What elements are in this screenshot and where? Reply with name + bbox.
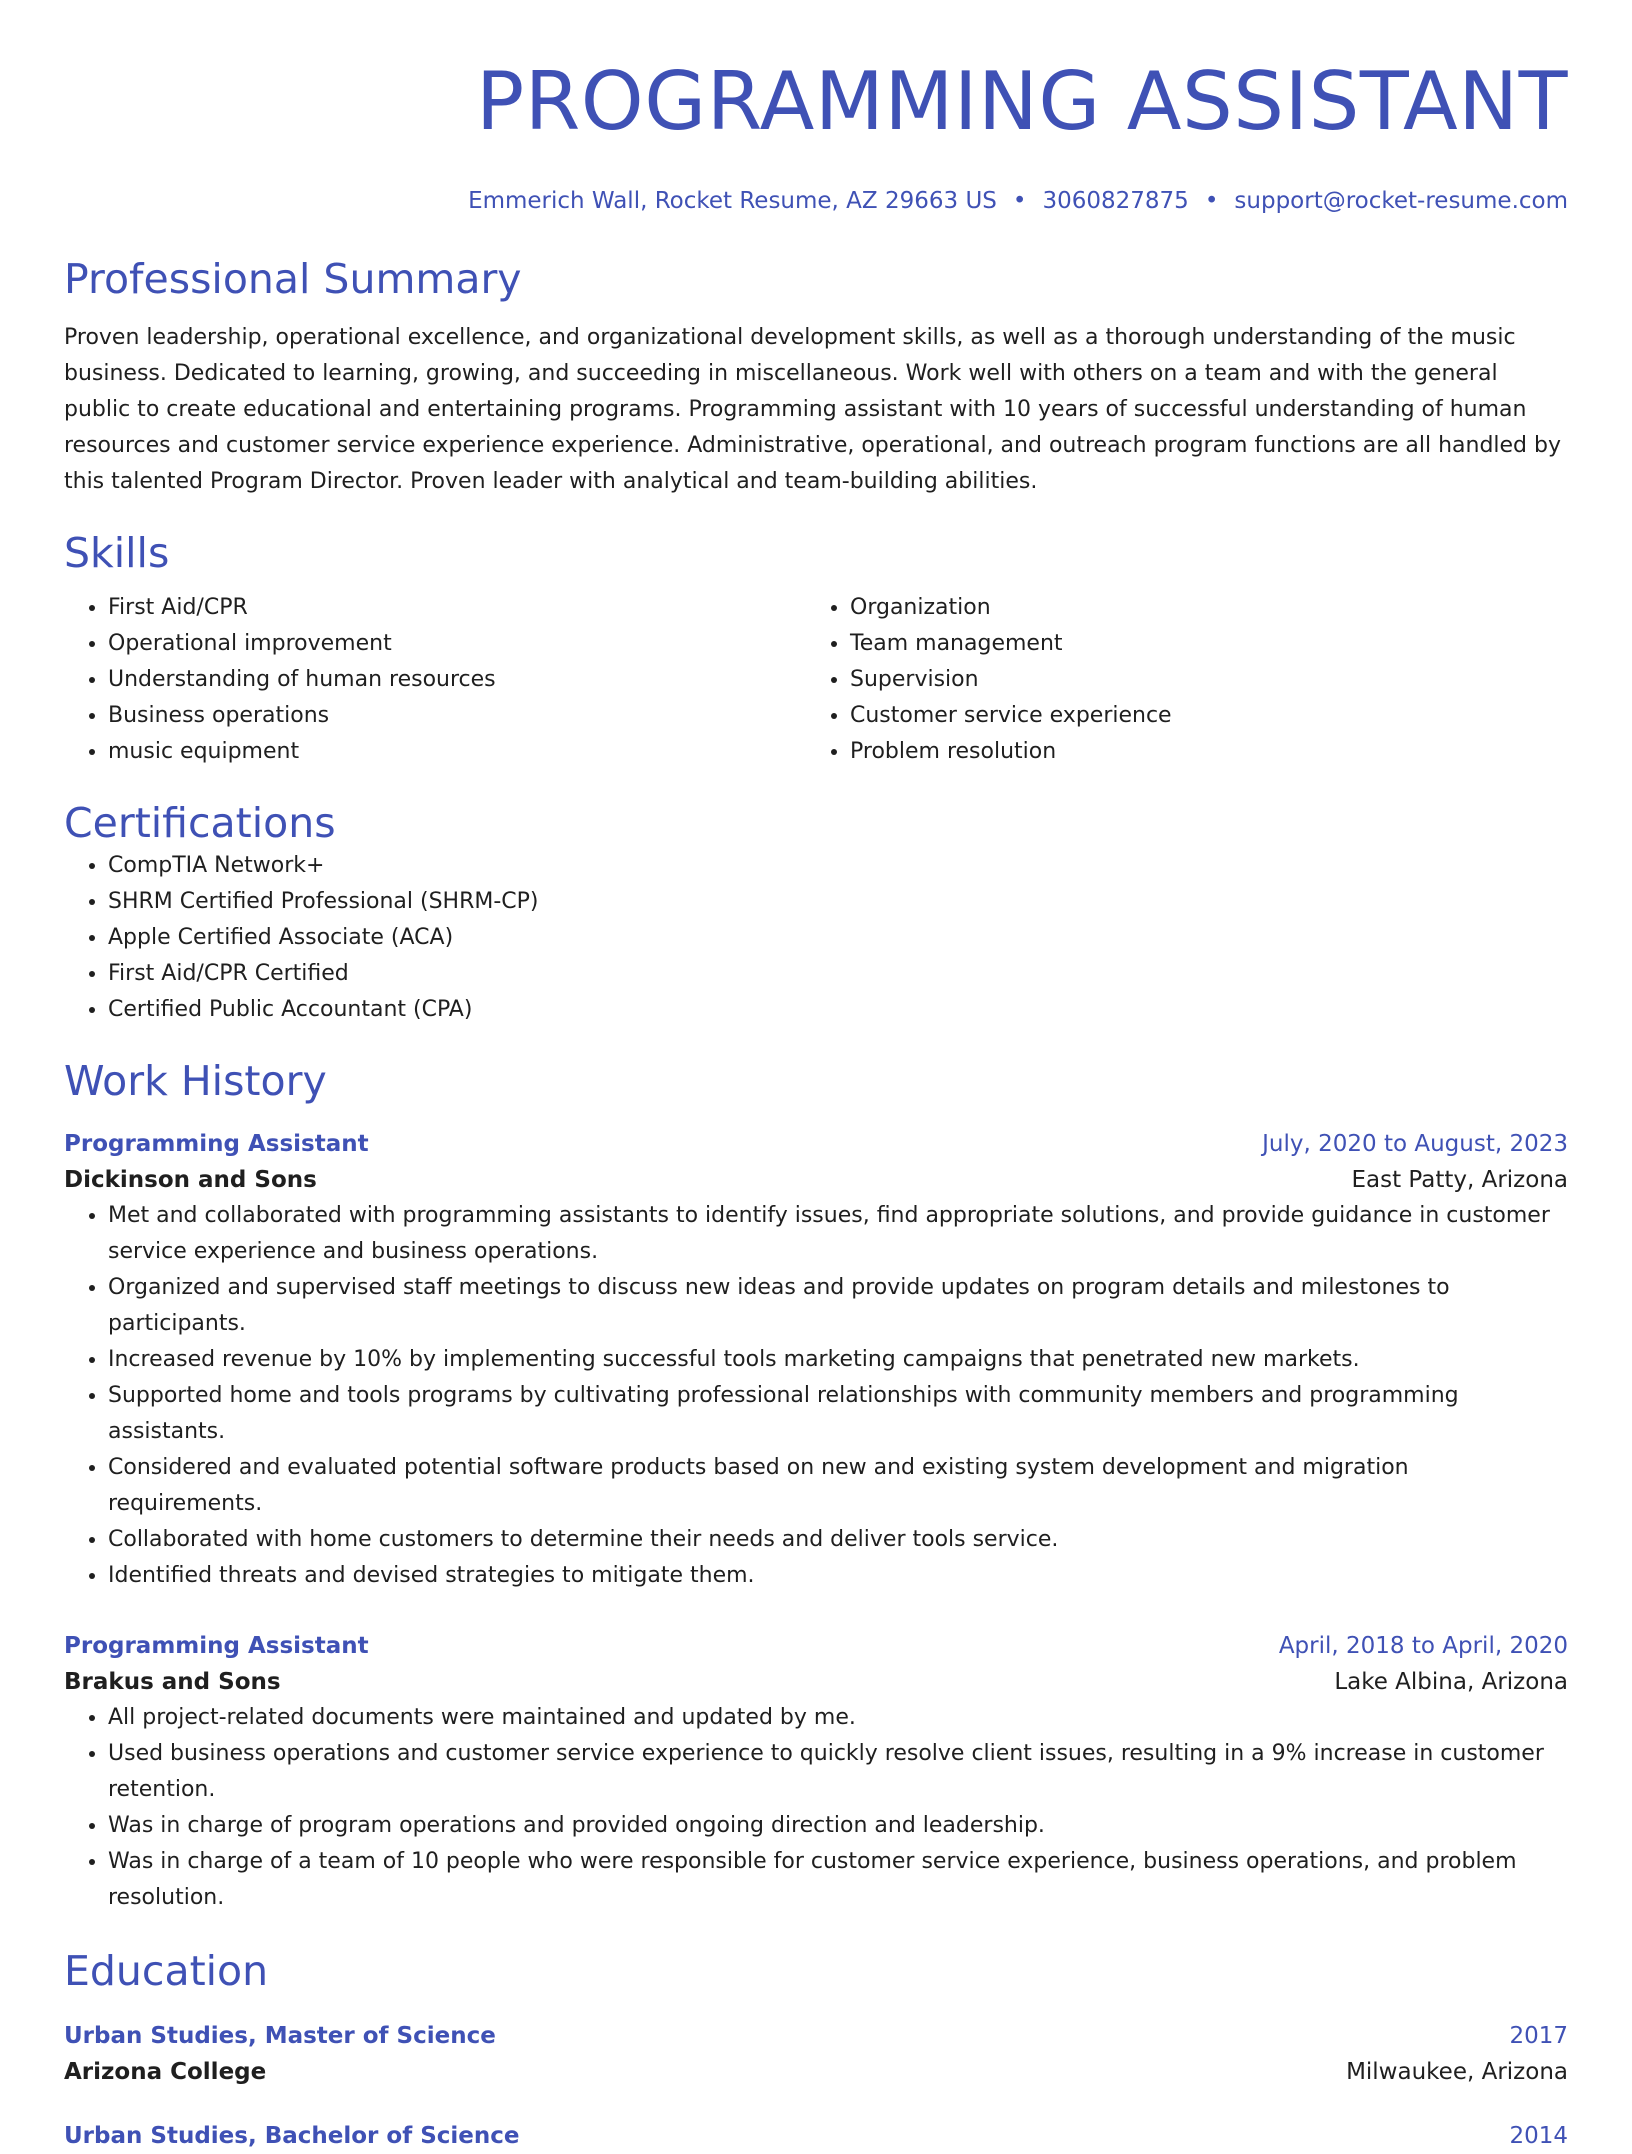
job-bullet-list — [64, 1198, 1568, 1594]
skill-item: • Operational improvement — [108, 626, 806, 662]
contact-separator: • — [1012, 188, 1027, 214]
degree: Urban Studies, Master of Science — [64, 2023, 496, 2049]
job-bullet: • Supported home and tools programs by cultivating professional relationships with community members and programming assistants. — [108, 1378, 1568, 1450]
certification-item: • CompTIA Network+ — [108, 848, 1568, 884]
job-dates: April, 2018 to April, 2020 — [1278, 1633, 1568, 1659]
skill-item: • Customer service experience — [850, 698, 1548, 734]
work-history-heading: Work History — [64, 1057, 327, 1105]
certification-item: • Certified Public Accountant (CPA) — [108, 992, 1568, 1028]
job-entry — [64, 1628, 1568, 1916]
job-bullet: • Was in charge of a team of 10 people who were responsible for customer service experience, business operations, and problem resolution. — [108, 1844, 1568, 1916]
education-entry — [64, 2118, 1568, 2154]
job-bullet: • Used business operations and customer service experience to quickly resolve client issues, resulting in a 9% increase in customer retention. — [108, 1736, 1568, 1808]
summary-text: Proven leadership, operational excellence, and organizational development skills, as well as a thorough understanding of the music business. Dedicated to learning, growing, and succeeding in miscellaneous. Work well with others on a team and with the general public to create educational and entertaining programs. Programming assistant with 10 years of successful understanding of human resources and customer service experience experience. Administrative, operational, and outreach program functions are all handled by this talented Program Director. Proven leader with analytical and team-building abilities. — [64, 325, 1561, 494]
job-bullet: • Increased revenue by 10% by implementing successful tools marketing campaigns that penetrated new markets. — [108, 1342, 1568, 1378]
education-heading: Education — [64, 1947, 269, 1995]
contact-separator: • — [1204, 188, 1219, 214]
resume-title: PROGRAMMING ASSISTANT — [475, 55, 1568, 148]
school-location: Milwaukee, Arizona — [1346, 2059, 1568, 2085]
skills-column-left — [64, 590, 806, 770]
contact-line — [64, 186, 1568, 216]
certification-item: • First Aid/CPR Certified — [108, 956, 1568, 992]
contact-phone: 3060827875 — [1042, 188, 1189, 214]
school-name: Arizona College — [64, 2059, 267, 2085]
skills-heading: Skills — [64, 529, 170, 577]
job-bullet: • All project-related documents were maintained and updated by me. — [108, 1700, 1568, 1736]
skills-grid — [64, 590, 1568, 770]
certifications-list — [64, 848, 1568, 1028]
contact-address: Emmerich Wall, Rocket Resume, AZ 29663 US — [468, 188, 997, 214]
skill-item: • Supervision — [850, 662, 1548, 698]
job-bullet-list — [64, 1700, 1568, 1916]
skill-item: • music equipment — [108, 734, 806, 770]
job-bullet: • Collaborated with home customers to determine their needs and deliver tools service. — [108, 1522, 1568, 1558]
contact-email[interactable]: support@rocket-resume.com — [1234, 188, 1568, 214]
job-entry — [64, 1126, 1568, 1594]
company-name: Dickinson and Sons — [64, 1167, 317, 1193]
education-entry — [64, 2018, 1568, 2090]
graduation-year: 2014 — [1509, 2123, 1568, 2149]
degree: Urban Studies, Bachelor of Science — [64, 2123, 520, 2149]
skill-item: • Organization — [850, 590, 1548, 626]
skill-item: • First Aid/CPR — [108, 590, 806, 626]
job-location: East Patty, Arizona — [1351, 1167, 1568, 1193]
job-bullet: • Was in charge of program operations and provided ongoing direction and leadership. — [108, 1808, 1568, 1844]
job-bullet: • Organized and supervised staff meetings to discuss new ideas and provide updates on program details and milestones to participants. — [108, 1270, 1568, 1342]
job-bullet: • Met and collaborated with programming assistants to identify issues, find appropriate solutions, and provide guidance in customer service experience and business operations. — [108, 1198, 1568, 1270]
skill-item: • Problem resolution — [850, 734, 1548, 770]
job-location: Lake Albina, Arizona — [1334, 1669, 1568, 1695]
skills-column-right — [806, 590, 1548, 770]
job-bullet: • Identified threats and devised strategies to mitigate them. — [108, 1558, 1568, 1594]
summary-heading: Professional Summary — [64, 255, 522, 303]
certification-item: • SHRM Certified Professional (SHRM-CP) — [108, 884, 1568, 920]
company-name: Brakus and Sons — [64, 1669, 281, 1695]
job-title: Programming Assistant — [64, 1633, 369, 1659]
job-title: Programming Assistant — [64, 1131, 369, 1157]
certification-item: • Apple Certified Associate (ACA) — [108, 920, 1568, 956]
job-dates: July, 2020 to August, 2023 — [1262, 1131, 1568, 1157]
skill-item: • Business operations — [108, 698, 806, 734]
certifications-heading: Certifications — [64, 799, 336, 847]
skill-item: • Understanding of human resources — [108, 662, 806, 698]
graduation-year: 2017 — [1509, 2023, 1568, 2049]
skill-item: • Team management — [850, 626, 1548, 662]
job-bullet: • Considered and evaluated potential software products based on new and existing system development and migration requirements. — [108, 1450, 1568, 1522]
